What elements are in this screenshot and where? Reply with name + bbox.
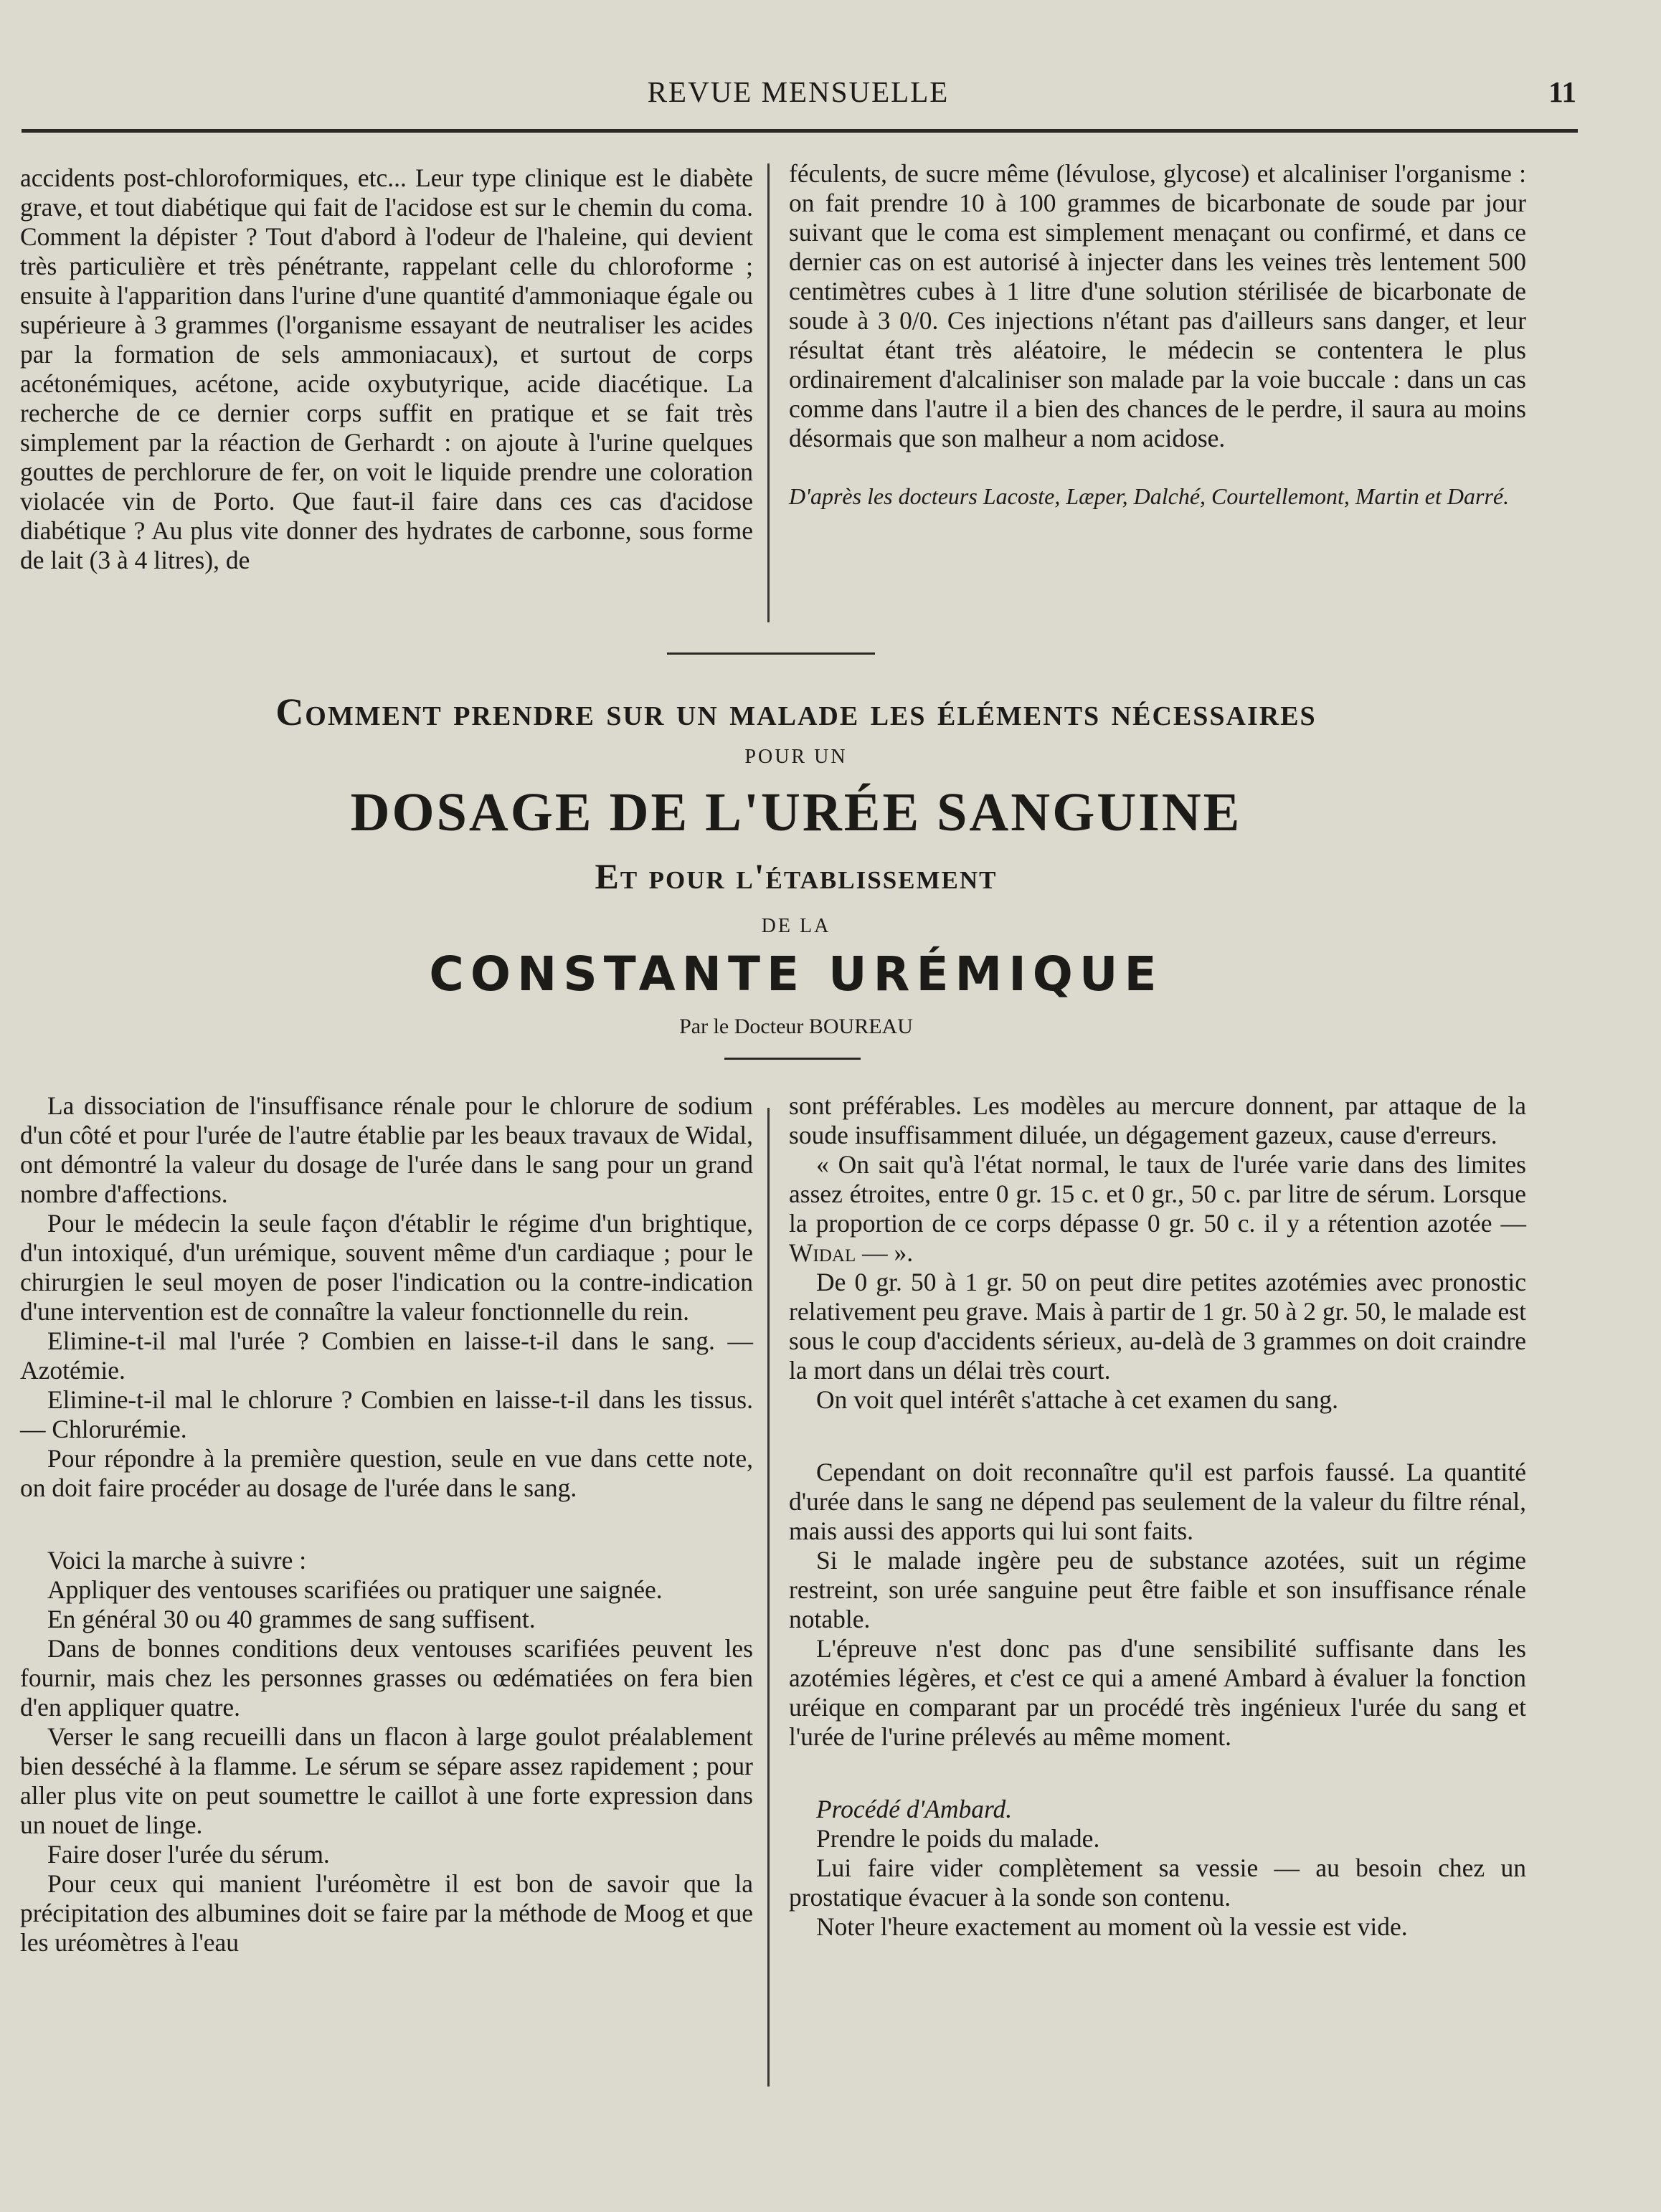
article-title-line-1: Comment prendre sur un malade les éléments nécessaires: [275, 690, 1317, 734]
article-right-column: [789, 1091, 1526, 1942]
paragraph: Verser le sang recueilli dans un flacon à large goulot préalablement bien desséché à la flamme. Le sérum se sépare assez rapidement ; pour aller plus vite on peut soumettre le caillot à une forte expression dans un nouet de linge.: [20, 1722, 753, 1839]
paragraph: Pour le médecin la seule façon d'établir le régime d'un brightique, d'un intoxiqué, d'un urémique, souvent même d'un cardiaque ; pour le chirurgien le seul moyen de poser l'indication ou la contre-indication d'une intervention est de connaître la valeur fonctionnelle du rein.: [20, 1209, 753, 1326]
paragraph: L'épreuve n'est donc pas d'une sensibilité suffisante dans les azotémies légères, et c'est ce qui a amené Ambard à évaluer la fonction uréique en comparant par un procédé très ingénieux l'urée du sang et l'urée de l'urine prélevés au même moment.: [789, 1634, 1526, 1751]
quote-end: — ».: [862, 1238, 914, 1267]
paragraph: accidents post-chloroformiques, etc... Leur type clinique est le diabète grave, et tout diabétique qui fait de l'acidose est sur le chemin du coma. Comment la dépister ? Tout d'abord à l'odeur de l'haleine, qui devient très particulière et très pénétrante, rappelant celle du chloroforme ; ensuite à l'apparition dans l'urine d'une quantité d'ammoniaque égale ou supérieure à 3 grammes (l'organisme essayant de neutraliser les acides par la formation de sels ammoniacaux), et surtout de corps acétonémiques, acétone, acide oxybutyrique, acide diacétique. La recherche de ce dernier corps suffit en pratique et se fait très simplement par la réaction de Gerhardt : on ajoute à l'urine quelques gouttes de perchlorure de fer, on voit le liquide prendre une coloration violacée vin de Porto. Que faut-il faire dans ces cas d'acidose diabétique ? Au plus vite donner des hydrates de carbonne, sous forme de lait (3 à 4 litres), de: [20, 163, 753, 574]
paragraph: Dans de bonnes conditions deux ventouses scarifiées peuvent les fournir, mais chez les personnes grasses ou œdématiées on fera bien d'en appliquer quatre.: [20, 1634, 753, 1722]
paragraph: Elimine-t-il mal le chlorure ? Combien en laisse-t-il dans les tissus. — Chlorurémie.: [20, 1385, 753, 1443]
column-divider: [767, 1108, 770, 2087]
article-title-line-2: POUR UN: [744, 746, 848, 768]
paragraph: Pour ceux qui manient l'uréomètre il est bon de savoir que la précipitation des albumines doit se faire par la méthode de Moog et que les uréomètres à l'eau: [20, 1869, 753, 1957]
continued-text-right: [789, 159, 1526, 511]
paragraph: féculents, de sucre même (lévulose, glycose) et alcaliniser l'organisme : on fait prendre 10 à 100 grammes de bicarbonate de soude par jour suivant que le coma est simplement menaçant ou confirmé, et dans ce dernier cas on est autorisé à injecter dans les veines très lentement 500 centimètres cubes à 1 litre d'une solution stérilisée de bicarbonate de soude à 3 0/0. Ces injections n'étant pas d'ailleurs sans danger, et leur résultat étant très aléatoire, le médecin se contentera le plus ordinairement d'alcaliniser son malade par la voie buccale : dans un cas comme dans l'autre il a bien des chances de le perdre, il saura au moins désormais que son malheur a nom acidose.: [789, 159, 1526, 452]
paragraph: Faire doser l'urée du sérum.: [47, 1840, 330, 1869]
header-rule: [22, 129, 1578, 133]
article-title-main: DOSAGE DE L'URÉE SANGUINE: [350, 782, 1242, 842]
article-title-line-5: DE LA: [761, 915, 831, 937]
column-divider: [767, 163, 770, 622]
paragraph: De 0 gr. 50 à 1 gr. 50 on peut dire petites azotémies avec pronostic relativement peu grave. Mais à partir de 1 gr. 50 à 2 gr. 50, le malade est sous le coup d'accidents sérieux, au-delà de 3 grammes on doit craindre la mort dans un délai très court.: [789, 1268, 1526, 1385]
paragraph: Si le malade ingère peu de substance azotées, suit un régime restreint, son urée sanguine peut être faible et son insuffisance rénale notable.: [789, 1546, 1526, 1633]
byline-rule: [724, 1058, 861, 1060]
paragraph: Noter l'heure exactement au moment où la vessie est vide.: [816, 1912, 1408, 1941]
article-left-column: [20, 1091, 753, 1957]
paragraph: Elimine-t-il mal l'urée ? Combien en laisse-t-il dans le sang. — Azotémie.: [20, 1326, 753, 1385]
article-title-line-4: Et pour l'établissement: [595, 856, 998, 896]
page-number: 11: [1548, 75, 1576, 108]
paragraph: Appliquer des ventouses scarifiées ou pratiquer une saignée.: [47, 1575, 663, 1604]
paragraph: Pour répondre à la première question, seule en vue dans cette note, on doit faire procéder au dosage de l'urée dans le sang.: [20, 1444, 753, 1502]
article-byline: Par le Docteur BOUREAU: [679, 1015, 913, 1038]
section-separator: [667, 652, 875, 655]
paragraph: Lui faire vider complètement sa vessie — au besoin chez un prostatique évacuer à la sonde son contenu.: [789, 1853, 1526, 1912]
paragraph: sont préférables. Les modèles au mercure donnent, par attaque de la soude insuffisamment diluée, un dégagement gazeux, cause d'erreurs.: [789, 1091, 1526, 1149]
continued-text-left: [20, 163, 753, 575]
quote-text: « On sait qu'à l'état normal, le taux de l'urée varie dans des limites assez étroites, entre 0 gr. 15 c. et 0 gr., 50 c. par litre de sérum. Lorsque la proportion de ce corps dépasse 0 gr. 50 c. il y a rétention azotée —: [789, 1150, 1526, 1238]
author-widal: Widal: [789, 1238, 856, 1267]
running-head: REVUE MENSUELLE: [647, 75, 950, 108]
quotation-paragraph: [789, 1150, 1526, 1268]
source-credit: D'après les docteurs Lacoste, Læper, Dalché, Courtellemont, Martin et Darré.: [789, 483, 1510, 509]
paragraph: En général 30 ou 40 grammes de sang suffisent.: [47, 1605, 536, 1633]
paragraph: La dissociation de l'insuffisance rénale pour le chlorure de sodium d'un côté et pour l'urée de l'autre établie par les beaux travaux de Widal, ont démontré la valeur du dosage de l'urée dans le sang pour un grand nombre d'affections.: [20, 1091, 753, 1208]
page-header: [20, 70, 1576, 120]
paragraph: Voici la marche à suivre :: [47, 1546, 307, 1575]
article-title-secondary: CONSTANTE URÉMIQUE: [429, 946, 1163, 1002]
paragraph: Prendre le poids du malade.: [816, 1824, 1100, 1853]
paragraph: Cependant on doit reconnaître qu'il est parfois faussé. La quantité d'urée dans le sang ne dépend pas seulement de la valeur du filtre rénal, mais aussi des apports qui lui sont faits.: [789, 1458, 1526, 1545]
paragraph: On voit quel intérêt s'attache à cet examen du sang.: [816, 1385, 1338, 1414]
subheading-procede-ambard: Procédé d'Ambard.: [816, 1795, 1013, 1823]
